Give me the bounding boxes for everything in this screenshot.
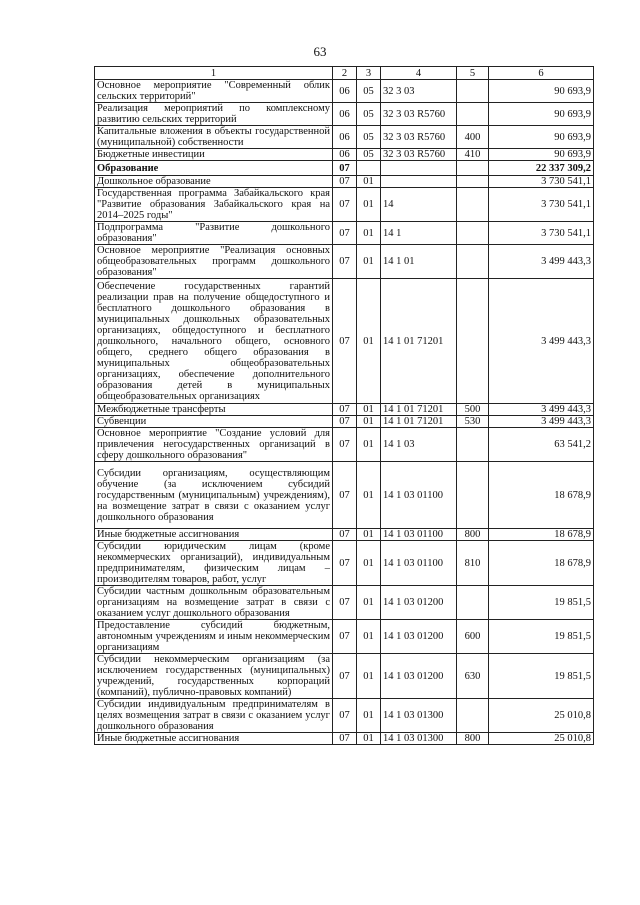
- cell-amount: 3 730 541,1: [489, 222, 594, 245]
- cell-name: Субвенции: [95, 416, 333, 428]
- table-row: [95, 541, 594, 586]
- cell-subsection: 01: [357, 404, 381, 416]
- table-row: [95, 80, 594, 103]
- cell-subsection: 01: [357, 654, 381, 699]
- cell-amount: 3 730 541,1: [489, 188, 594, 222]
- table-row: [95, 126, 594, 149]
- cell-name: Капитальные вложения в объекты государственной (муниципальной) собственности: [95, 126, 333, 149]
- cell-amount: 18 678,9: [489, 462, 594, 529]
- cell-section: 07: [333, 161, 357, 176]
- cell-section: 07: [333, 699, 357, 733]
- table-row: [95, 222, 594, 245]
- table-row: [95, 188, 594, 222]
- cell-expense-type: [457, 699, 489, 733]
- table-row: [95, 416, 594, 428]
- cell-section: 07: [333, 188, 357, 222]
- cell-expense-type: 500: [457, 404, 489, 416]
- cell-expense-type: 630: [457, 654, 489, 699]
- cell-expense-type: 400: [457, 126, 489, 149]
- cell-name: Основное мероприятие "Создание условий для привлечения негосударственных организаций в сферу дошкольного образования": [95, 428, 333, 462]
- cell-target-article: 14 1 03 01300: [381, 699, 457, 733]
- cell-target-article: 14 1 03 01200: [381, 586, 457, 620]
- cell-expense-type: 800: [457, 733, 489, 745]
- cell-target-article: 14 1 01: [381, 245, 457, 279]
- cell-target-article: 14 1 03: [381, 428, 457, 462]
- cell-target-article: 14 1 03 01200: [381, 620, 457, 654]
- table-row: [95, 529, 594, 541]
- cell-amount: 90 693,9: [489, 103, 594, 126]
- cell-section: 06: [333, 126, 357, 149]
- cell-section: 07: [333, 654, 357, 699]
- cell-name: Государственная программа Забайкальского края "Развитие образования Забайкальского края на 2014–2025 годы": [95, 188, 333, 222]
- cell-expense-type: [457, 176, 489, 188]
- cell-subsection: 01: [357, 586, 381, 620]
- page-number: 63: [313, 44, 327, 59]
- cell-target-article: [381, 161, 457, 176]
- table-row: [95, 654, 594, 699]
- table-row: [95, 586, 594, 620]
- cell-section: 07: [333, 404, 357, 416]
- cell-expense-type: [457, 222, 489, 245]
- cell-name: Реализация мероприятий по комплексному развитию сельских территорий: [95, 103, 333, 126]
- cell-target-article: 14 1 03 01100: [381, 462, 457, 529]
- cell-section: 07: [333, 428, 357, 462]
- cell-section: 07: [333, 620, 357, 654]
- cell-expense-type: 810: [457, 541, 489, 586]
- cell-expense-type: [457, 586, 489, 620]
- table-row: [95, 733, 594, 745]
- cell-name: Обеспечение государственных гарантий реализации прав на получение общедоступного и бесплатного дошкольного образования в муниципальных дошкольных образовательных организациях, общедоступного и бесплатного дошкольного, начального общего, основного общего, среднего общего образования в муниципальных общеобразовательных организациях, обеспечение дополнительного образования детей в муниципальных общеобразовательных организациях: [95, 279, 333, 404]
- cell-section: 06: [333, 80, 357, 103]
- cell-amount: 63 541,2: [489, 428, 594, 462]
- cell-section: 07: [333, 586, 357, 620]
- table-row: [95, 462, 594, 529]
- cell-target-article: 14 1 03 01100: [381, 541, 457, 586]
- cell-amount: 3 499 443,3: [489, 416, 594, 428]
- header-row: [95, 67, 594, 80]
- cell-subsection: 01: [357, 245, 381, 279]
- cell-amount: 22 337 309,2: [489, 161, 594, 176]
- column-header: 4: [381, 67, 457, 80]
- cell-name: Основное мероприятие "Современный облик сельских территорий": [95, 80, 333, 103]
- cell-section: 07: [333, 416, 357, 428]
- cell-amount: 19 851,5: [489, 620, 594, 654]
- cell-target-article: [381, 176, 457, 188]
- table-row: [95, 699, 594, 733]
- cell-name: Иные бюджетные ассигнования: [95, 529, 333, 541]
- cell-name: Субсидии юридическим лицам (кроме некоммерческих организаций), индивидуальным предпринимателям, физическим лицам – производителям товаров, работ, услуг: [95, 541, 333, 586]
- cell-amount: 3 499 443,3: [489, 245, 594, 279]
- cell-name: Субсидии организациям, осуществляющим обучение (за исключением субсидий государственным (муниципальным) учреждениям), на возмещение затрат в связи с оказанием услуг дошкольного образования: [95, 462, 333, 529]
- cell-subsection: 01: [357, 541, 381, 586]
- cell-amount: 18 678,9: [489, 529, 594, 541]
- cell-target-article: 14 1 03 01300: [381, 733, 457, 745]
- cell-target-article: 14 1 01 71201: [381, 279, 457, 404]
- cell-section: 07: [333, 733, 357, 745]
- cell-subsection: 01: [357, 699, 381, 733]
- cell-target-article: 14 1 01 71201: [381, 404, 457, 416]
- table-row: [95, 245, 594, 279]
- table-row: [95, 103, 594, 126]
- cell-expense-type: [457, 103, 489, 126]
- cell-name: Дошкольное образование: [95, 176, 333, 188]
- cell-target-article: 14 1 03 01200: [381, 654, 457, 699]
- cell-section: 06: [333, 149, 357, 161]
- cell-subsection: 01: [357, 620, 381, 654]
- table-row: [95, 149, 594, 161]
- cell-subsection: 05: [357, 149, 381, 161]
- cell-amount: 3 499 443,3: [489, 279, 594, 404]
- cell-section: 07: [333, 222, 357, 245]
- cell-amount: 18 678,9: [489, 541, 594, 586]
- cell-amount: 90 693,9: [489, 149, 594, 161]
- cell-subsection: 01: [357, 416, 381, 428]
- cell-subsection: 01: [357, 222, 381, 245]
- cell-amount: 19 851,5: [489, 654, 594, 699]
- cell-amount: 25 010,8: [489, 699, 594, 733]
- cell-amount: 3 730 541,1: [489, 176, 594, 188]
- cell-name: Иные бюджетные ассигнования: [95, 733, 333, 745]
- cell-section: 07: [333, 245, 357, 279]
- table-row: [95, 620, 594, 654]
- cell-amount: 90 693,9: [489, 126, 594, 149]
- cell-amount: 25 010,8: [489, 733, 594, 745]
- cell-section: 07: [333, 176, 357, 188]
- cell-amount: 90 693,9: [489, 80, 594, 103]
- cell-expense-type: [457, 161, 489, 176]
- column-header: 3: [357, 67, 381, 80]
- cell-expense-type: 600: [457, 620, 489, 654]
- column-header: 1: [95, 67, 333, 80]
- cell-name: Подпрограмма "Развитие дошкольного образования": [95, 222, 333, 245]
- cell-subsection: 01: [357, 176, 381, 188]
- cell-subsection: 05: [357, 103, 381, 126]
- cell-section: 07: [333, 529, 357, 541]
- cell-subsection: 05: [357, 80, 381, 103]
- cell-name: Предоставление субсидий бюджетным, автономным учреждениям и иным некоммерческим организациям: [95, 620, 333, 654]
- cell-expense-type: [457, 80, 489, 103]
- cell-subsection: 01: [357, 529, 381, 541]
- cell-subsection: 01: [357, 428, 381, 462]
- cell-expense-type: 530: [457, 416, 489, 428]
- cell-expense-type: [457, 279, 489, 404]
- cell-name: Субсидии некоммерческим организациям (за исключением государственных (муниципальных) учреждений, государственных корпораций (компаний), публично-правовых компаний): [95, 654, 333, 699]
- table-row: [95, 161, 594, 176]
- table-row: [95, 428, 594, 462]
- cell-target-article: 14 1 01 71201: [381, 416, 457, 428]
- cell-name: Межбюджетные трансферты: [95, 404, 333, 416]
- column-header: 2: [333, 67, 357, 80]
- cell-target-article: 32 3 03 R5760: [381, 103, 457, 126]
- column-header: 6: [489, 67, 594, 80]
- cell-target-article: 32 3 03: [381, 80, 457, 103]
- cell-section: 06: [333, 103, 357, 126]
- table-row: [95, 279, 594, 404]
- column-header: 5: [457, 67, 489, 80]
- cell-expense-type: [457, 462, 489, 529]
- cell-section: 07: [333, 279, 357, 404]
- budget-table: [94, 66, 594, 745]
- cell-subsection: 01: [357, 462, 381, 529]
- cell-target-article: 14 1: [381, 222, 457, 245]
- cell-target-article: 32 3 03 R5760: [381, 149, 457, 161]
- cell-target-article: 14 1 03 01100: [381, 529, 457, 541]
- table-row: [95, 404, 594, 416]
- cell-expense-type: 410: [457, 149, 489, 161]
- cell-subsection: 05: [357, 126, 381, 149]
- cell-section: 07: [333, 462, 357, 529]
- cell-amount: 3 499 443,3: [489, 404, 594, 416]
- cell-expense-type: 800: [457, 529, 489, 541]
- cell-section: 07: [333, 541, 357, 586]
- cell-subsection: 01: [357, 279, 381, 404]
- cell-name: Субсидии индивидуальным предпринимателям в целях возмещения затрат в связи с оказанием услуг дошкольного образования: [95, 699, 333, 733]
- cell-subsection: 01: [357, 188, 381, 222]
- cell-expense-type: [457, 428, 489, 462]
- cell-expense-type: [457, 245, 489, 279]
- cell-subsection: 01: [357, 733, 381, 745]
- cell-name: Субсидии частным дошкольным образовательным организациям на возмещение затрат в связи с оказанием услуг дошкольного образования: [95, 586, 333, 620]
- cell-expense-type: [457, 188, 489, 222]
- cell-name: Образование: [95, 161, 333, 176]
- table-row: [95, 176, 594, 188]
- cell-target-article: 14: [381, 188, 457, 222]
- cell-amount: 19 851,5: [489, 586, 594, 620]
- cell-name: Бюджетные инвестиции: [95, 149, 333, 161]
- cell-subsection: [357, 161, 381, 176]
- cell-target-article: 32 3 03 R5760: [381, 126, 457, 149]
- cell-name: Основное мероприятие "Реализация основных общеобразовательных программ дошкольного образования": [95, 245, 333, 279]
